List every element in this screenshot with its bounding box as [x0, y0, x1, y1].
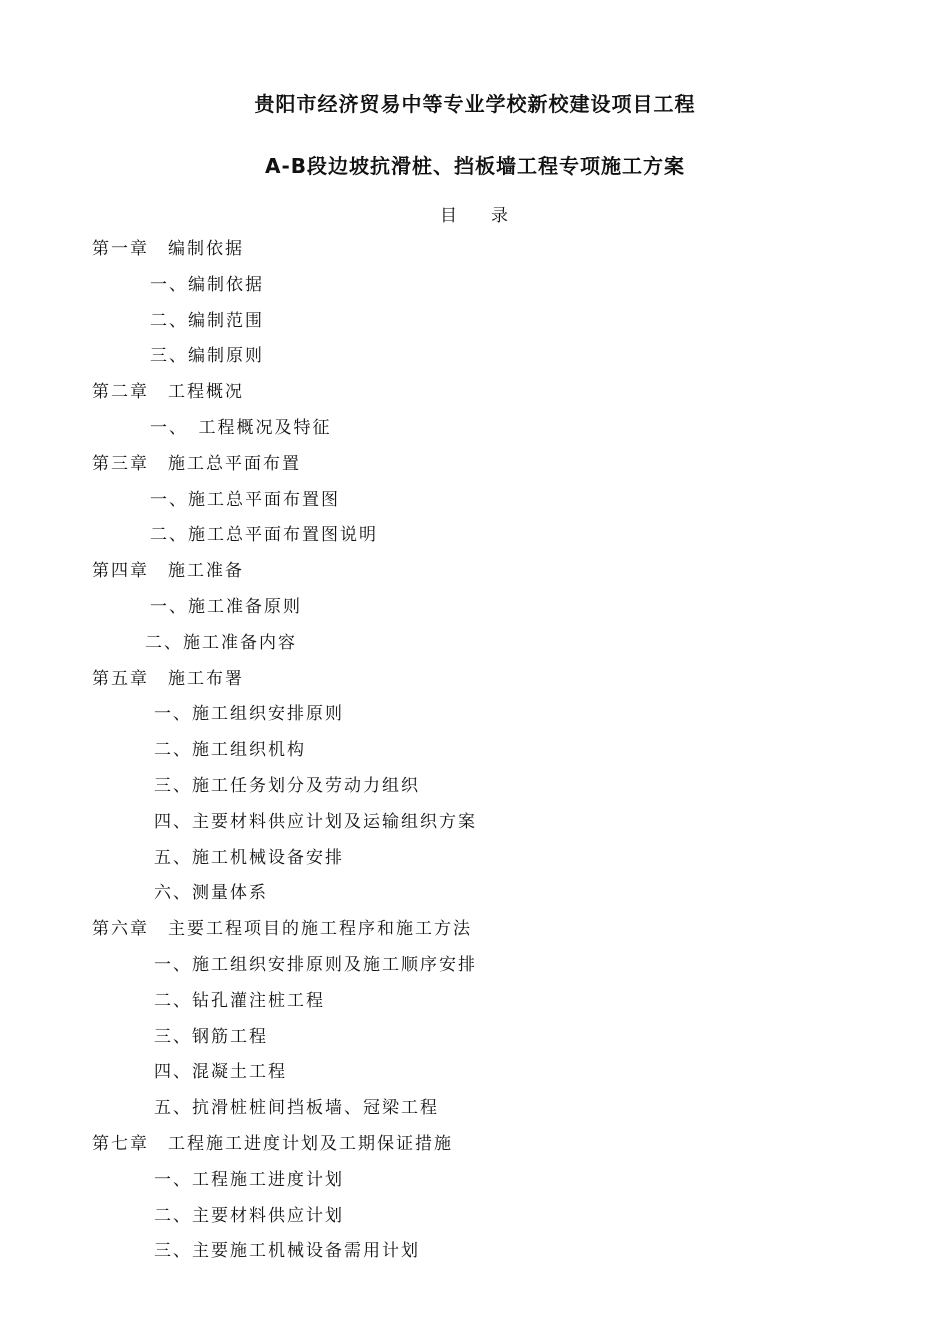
- toc-chapter-5[interactable]: 第五章 施工布署: [92, 668, 244, 689]
- toc-heading-char-2: 录: [491, 206, 510, 226]
- table-of-contents: [0, 236, 950, 1274]
- toc-section-6-2[interactable]: 二、钻孔灌注桩工程: [154, 990, 325, 1011]
- toc-section-7-2[interactable]: 二、主要材料供应计划: [154, 1205, 344, 1226]
- toc-section-1-3[interactable]: 三、编制原则: [150, 346, 264, 367]
- toc-section-5-1[interactable]: 一、施工组织安排原则: [154, 704, 344, 725]
- toc-section-6-1[interactable]: 一、施工组织安排原则及施工顺序安排: [154, 954, 477, 975]
- toc-chapter-7[interactable]: 第七章 工程施工进度计划及工期保证措施: [92, 1133, 453, 1154]
- toc-section-1-1[interactable]: 一、编制依据: [150, 274, 264, 295]
- toc-section-7-3[interactable]: 三、主要施工机械设备需用计划: [154, 1241, 420, 1262]
- toc-section-5-5[interactable]: 五、施工机械设备安排: [154, 847, 344, 868]
- document-title-line-2: A-B段边坡抗滑桩、挡板墙工程专项施工方案: [264, 154, 686, 178]
- document-title-line-1: 贵阳市经济贸易中等专业学校新校建设项目工程: [254, 92, 696, 116]
- toc-section-4-2[interactable]: 二、施工准备内容: [145, 632, 297, 653]
- toc-section-1-2[interactable]: 二、编制范围: [150, 310, 264, 331]
- toc-chapter-4[interactable]: 第四章 施工准备: [92, 561, 244, 582]
- toc-heading-char-1: 目: [440, 206, 459, 226]
- toc-section-6-4[interactable]: 四、混凝土工程: [154, 1062, 287, 1083]
- toc-section-5-3[interactable]: 三、施工任务划分及劳动力组织: [154, 775, 420, 796]
- toc-section-6-5[interactable]: 五、抗滑桩桩间挡板墙、冠梁工程: [154, 1098, 439, 1119]
- toc-section-6-3[interactable]: 三、钢筋工程: [154, 1026, 268, 1047]
- toc-section-2-1[interactable]: 一、 工程概况及特征: [150, 417, 332, 438]
- toc-section-4-1[interactable]: 一、施工准备原则: [150, 596, 302, 617]
- toc-section-7-1[interactable]: 一、工程施工进度计划: [154, 1169, 344, 1190]
- toc-chapter-2[interactable]: 第二章 工程概况: [92, 382, 244, 403]
- toc-section-3-2[interactable]: 二、施工总平面布置图说明: [150, 525, 378, 546]
- toc-chapter-1[interactable]: 第一章 编制依据: [92, 239, 244, 259]
- toc-section-5-6[interactable]: 六、测量体系: [154, 883, 268, 904]
- toc-heading: [0, 201, 950, 226]
- toc-section-5-4[interactable]: 四、主要材料供应计划及运输组织方案: [154, 811, 477, 832]
- toc-section-5-2[interactable]: 二、施工组织机构: [154, 740, 306, 761]
- toc-chapter-3[interactable]: 第三章 施工总平面布置: [92, 453, 301, 474]
- toc-section-3-1[interactable]: 一、施工总平面布置图: [150, 489, 340, 510]
- toc-chapter-6[interactable]: 第六章 主要工程项目的施工程序和施工方法: [92, 919, 472, 940]
